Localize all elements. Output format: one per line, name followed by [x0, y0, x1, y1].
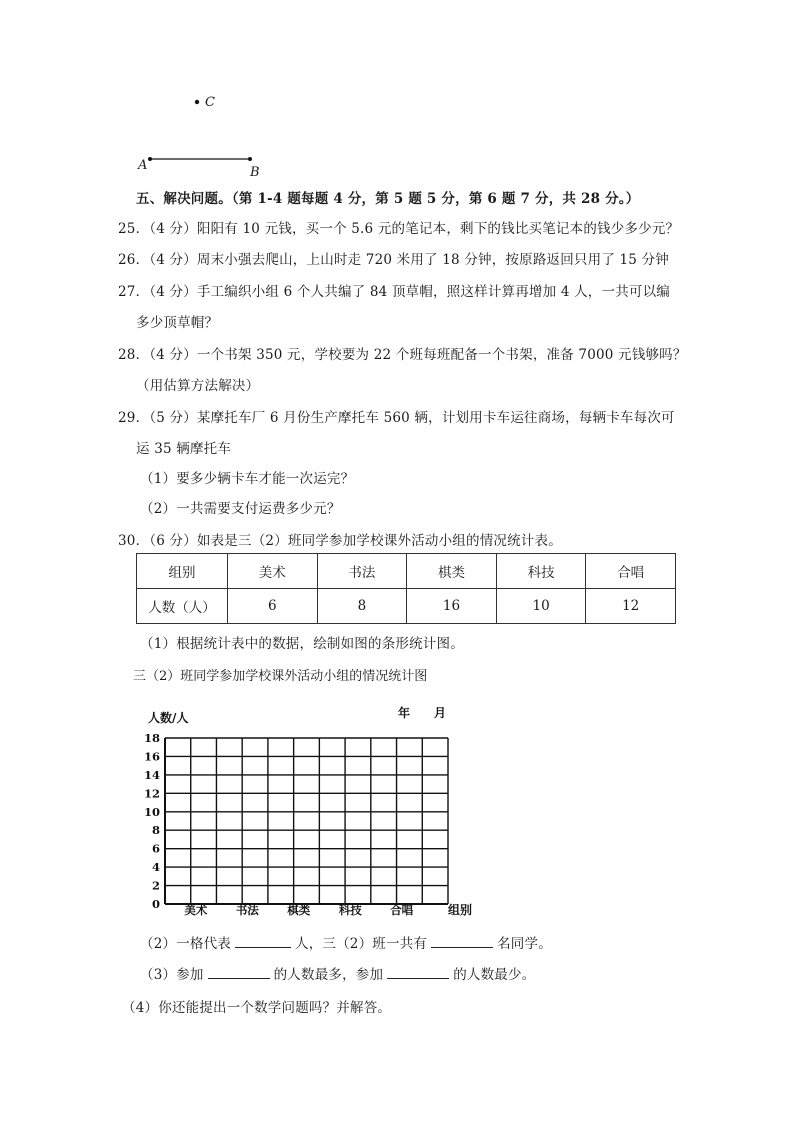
sub3-text-c: 的人数最少。 [453, 967, 536, 983]
chart-title: 三（2）班同学参加学校课外活动小组的情况统计图 [133, 669, 428, 684]
blank-least-group[interactable] [387, 966, 449, 979]
question-30-sub2 [140, 932, 552, 952]
table-count-cell: 12 [586, 589, 676, 624]
point-b-dot [248, 157, 252, 161]
blank-total-students[interactable] [431, 935, 493, 948]
table-group-cell: 合唱 [586, 554, 676, 589]
y-tick-label: 18 [143, 731, 160, 745]
blank-per-grid[interactable] [235, 935, 291, 948]
question-26: 26．（4 分）周末小强去爬山，上山时走 720 米用了 18 分钟，按原路返回只用了 15 分钟 [118, 252, 669, 268]
question-25: 25．（4 分）阳阳有 10 元钱，买一个 5.6 元的笔记本，剩下的钱比买笔记本的钱少多少元？ [118, 221, 680, 237]
point-c-label: C [205, 95, 215, 110]
y-tick-label: 14 [143, 767, 160, 782]
table-count-row [137, 589, 676, 624]
point-a-label: A [138, 158, 148, 173]
table-header-row [137, 554, 676, 589]
blank-most-group[interactable] [208, 966, 270, 979]
question-30: 30．（6 分）如表是三（2）班同学参加学校课外活动小组的情况统计表。 [118, 533, 562, 549]
table-group-cell: 棋类 [407, 554, 497, 589]
table-count-cell: 10 [496, 589, 586, 624]
y-tick-label: 4 [151, 860, 160, 875]
x-tick-label: 书法 [235, 903, 259, 917]
question-29-line1: 29．（5 分）某摩托车厂 6 月份生产摩托车 560 辆，计划用卡车运往商场，每辆卡车每次可 [118, 410, 675, 426]
table-row-label: 人数（人） [137, 589, 228, 624]
sub2-text-c: 名同学。 [497, 936, 552, 952]
stats-table [136, 553, 676, 624]
table-header-label: 组别 [137, 554, 228, 589]
y-tick-label: 8 [151, 823, 160, 838]
table-count-cell: 8 [317, 589, 407, 624]
table-count-cell: 16 [407, 589, 497, 624]
question-29-sub1: （1）要多少辆卡车才能一次运完？ [140, 471, 355, 487]
sub3-text-b: 的人数最多，参加 [273, 967, 384, 983]
question-30-sub3 [140, 963, 535, 983]
question-28-line1: 28．（4 分）一个书架 350 元，学校要为 22 个班每班配备一个书架，准备 7000 元钱够吗？ [118, 347, 687, 363]
question-29-sub2: （2）一共需要支付运费多少元？ [140, 501, 341, 517]
sub2-text-a: （2）一格代表 [140, 936, 231, 952]
x-tick-label: 科技 [338, 903, 362, 917]
table-group-cell: 科技 [496, 554, 586, 589]
table-count-cell: 6 [228, 589, 318, 624]
table-group-cell: 美术 [228, 554, 318, 589]
question-27-line1: 27．（4 分）手工编织小组 6 个人共编了 84 顶草帽，照这样计算再增加 4 人，一共可以编 [118, 284, 671, 300]
question-30-sub1: （1）根据统计表中的数据，绘制如图的条形统计图。 [140, 636, 464, 652]
chart-x-ticks [184, 903, 413, 917]
y-tick-label: 0 [151, 897, 160, 911]
chart-y-ticks [144, 731, 160, 911]
y-tick-label: 10 [143, 804, 160, 819]
point-b-label: B [250, 165, 260, 180]
question-29-line2: 运 35 辆摩托车 [136, 441, 232, 457]
x-tick-label: 合唱 [390, 903, 414, 917]
sub2-text-b: 人，三（2）班一共有 [295, 936, 428, 952]
chart-xlabel: 组别 [448, 903, 473, 917]
chart-grid [165, 738, 448, 904]
question-30-sub4: （4）你还能提出一个数学问题吗？并解答。 [122, 1000, 392, 1016]
section-title: 五、解决问题。（第 1-4 题每题 4 分，第 5 题 5 分，第 6 题 7 分，共 28 分。） [136, 191, 640, 207]
point-a-dot [148, 157, 152, 161]
y-tick-label: 12 [143, 786, 160, 801]
y-tick-label: 2 [151, 878, 160, 893]
question-28-line2: （用估算方法解决） [136, 378, 260, 394]
bar-chart [140, 700, 480, 922]
x-tick-label: 美术 [184, 903, 208, 917]
table-group-cell: 书法 [317, 554, 407, 589]
y-tick-label: 16 [143, 749, 160, 764]
chart-ylabel: 人数/人 [148, 711, 189, 725]
question-27-line2: 多少顶草帽？ [136, 315, 219, 331]
y-tick-label: 6 [151, 841, 160, 856]
sub3-text-a: （3）参加 [140, 967, 204, 983]
chart-date-label: 年 月 [398, 706, 447, 720]
point-c-dot [195, 100, 199, 104]
x-tick-label: 棋类 [287, 903, 311, 917]
